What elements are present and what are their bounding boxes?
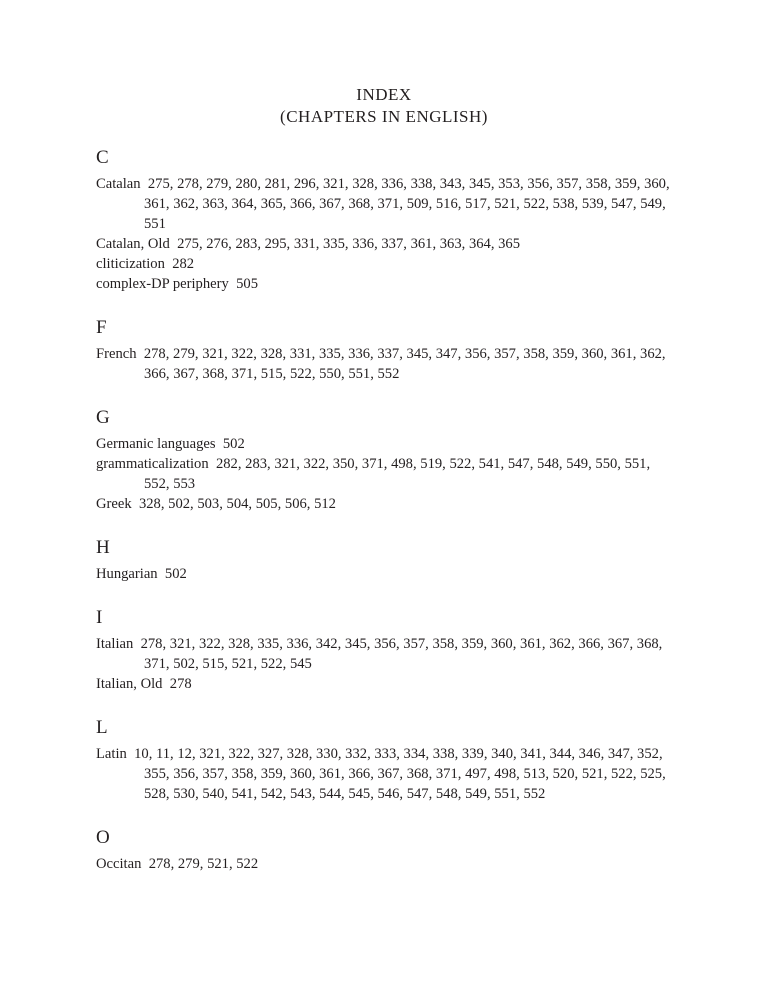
- section-letter: G: [96, 407, 110, 428]
- entry-term: grammaticalization: [96, 456, 209, 472]
- entry-pages: 278, 321, 322, 328, 335, 336, 342, 345, 356, 357, 358, 359, 360, 361, 362, 366, 367, 368, 371, 502, 515, 521, 522, 545: [140, 636, 663, 672]
- index-section-l: [96, 716, 676, 804]
- entry-term: Germanic languages: [96, 436, 216, 452]
- entry-pages: 278, 279, 521, 522: [148, 856, 259, 872]
- entry-term: Catalan, Old: [96, 236, 170, 252]
- index-entry: [96, 564, 676, 584]
- index-body: [96, 146, 676, 896]
- index-entry: [96, 274, 676, 294]
- index-entry: [96, 234, 676, 254]
- title-line-1: INDEX: [356, 85, 412, 104]
- entry-term: Italian, Old: [96, 676, 163, 692]
- section-letter: C: [96, 147, 109, 168]
- index-section-h: [96, 536, 676, 584]
- entry-pages: 502: [164, 566, 187, 582]
- index-entry: [96, 434, 676, 454]
- entry-pages: 502: [222, 436, 245, 452]
- entry-pages: 282: [172, 256, 195, 272]
- index-entry: [96, 254, 676, 274]
- entry-pages: 275, 276, 283, 295, 331, 335, 336, 337, 361, 363, 364, 365: [177, 236, 521, 252]
- entry-term: Hungarian: [96, 566, 158, 582]
- section-letter: F: [96, 317, 107, 338]
- entry-pages: 278, 279, 321, 322, 328, 331, 335, 336, 337, 345, 347, 356, 357, 358, 359, 360, 361, 362, 366, 367, 368, 371, 515, 522, 550, 551, 552: [143, 346, 666, 382]
- entry-term: Occitan: [96, 856, 142, 872]
- index-entry: [96, 854, 676, 874]
- index-entry: [96, 344, 676, 384]
- section-letter: L: [96, 717, 108, 738]
- section-letter: I: [96, 607, 103, 628]
- index-entry: [96, 494, 676, 514]
- section-letter: O: [96, 827, 110, 848]
- entry-term: Italian: [96, 636, 134, 652]
- entry-pages: 505: [236, 276, 258, 292]
- entry-pages: 278: [169, 676, 192, 692]
- index-entry: [96, 744, 676, 804]
- entry-pages: 328, 502, 503, 504, 505, 506, 512: [138, 496, 336, 512]
- entry-pages: 10, 11, 12, 321, 322, 327, 328, 330, 332, 333, 334, 338, 339, 340, 341, 344, 346, 347, 352, 355, 356, 357, 358, 359, 360, 361, 366, 367, 368, 371, 497, 498, 513, 520, 521, 522, 525, 528, 530, 540, 541, 542, 543, 544, 545, 546, 547, 548, 549, 551, 552: [134, 746, 666, 802]
- title-line-2: (CHAPTERS IN ENGLISH): [280, 107, 488, 126]
- index-title: [0, 84, 768, 128]
- entry-term: Greek: [96, 496, 132, 512]
- section-letter: H: [96, 537, 110, 558]
- index-section-o: [96, 826, 676, 874]
- entry-term: Latin: [96, 746, 127, 762]
- index-entry: [96, 634, 676, 674]
- entry-term: cliticization: [96, 256, 165, 272]
- index-section-c: [96, 146, 676, 294]
- index-entry: [96, 674, 676, 694]
- index-entry: [96, 174, 676, 234]
- index-entry: [96, 454, 676, 494]
- entry-term: Catalan: [96, 176, 141, 192]
- entry-pages: 282, 283, 321, 322, 350, 371, 498, 519, 522, 541, 547, 548, 549, 550, 551, 552, 553: [144, 456, 651, 492]
- entry-term: French: [96, 346, 137, 362]
- index-section-f: [96, 316, 676, 384]
- index-section-g: [96, 406, 676, 514]
- entry-term: complex-DP periphery: [96, 276, 229, 292]
- index-section-i: [96, 606, 676, 694]
- entry-pages: 275, 278, 279, 280, 281, 296, 321, 328, 336, 338, 343, 345, 353, 356, 357, 358, 359, 360, 361, 362, 363, 364, 365, 366, 367, 368, 371, 509, 516, 517, 521, 522, 538, 539, 547, 549, 551: [144, 176, 670, 232]
